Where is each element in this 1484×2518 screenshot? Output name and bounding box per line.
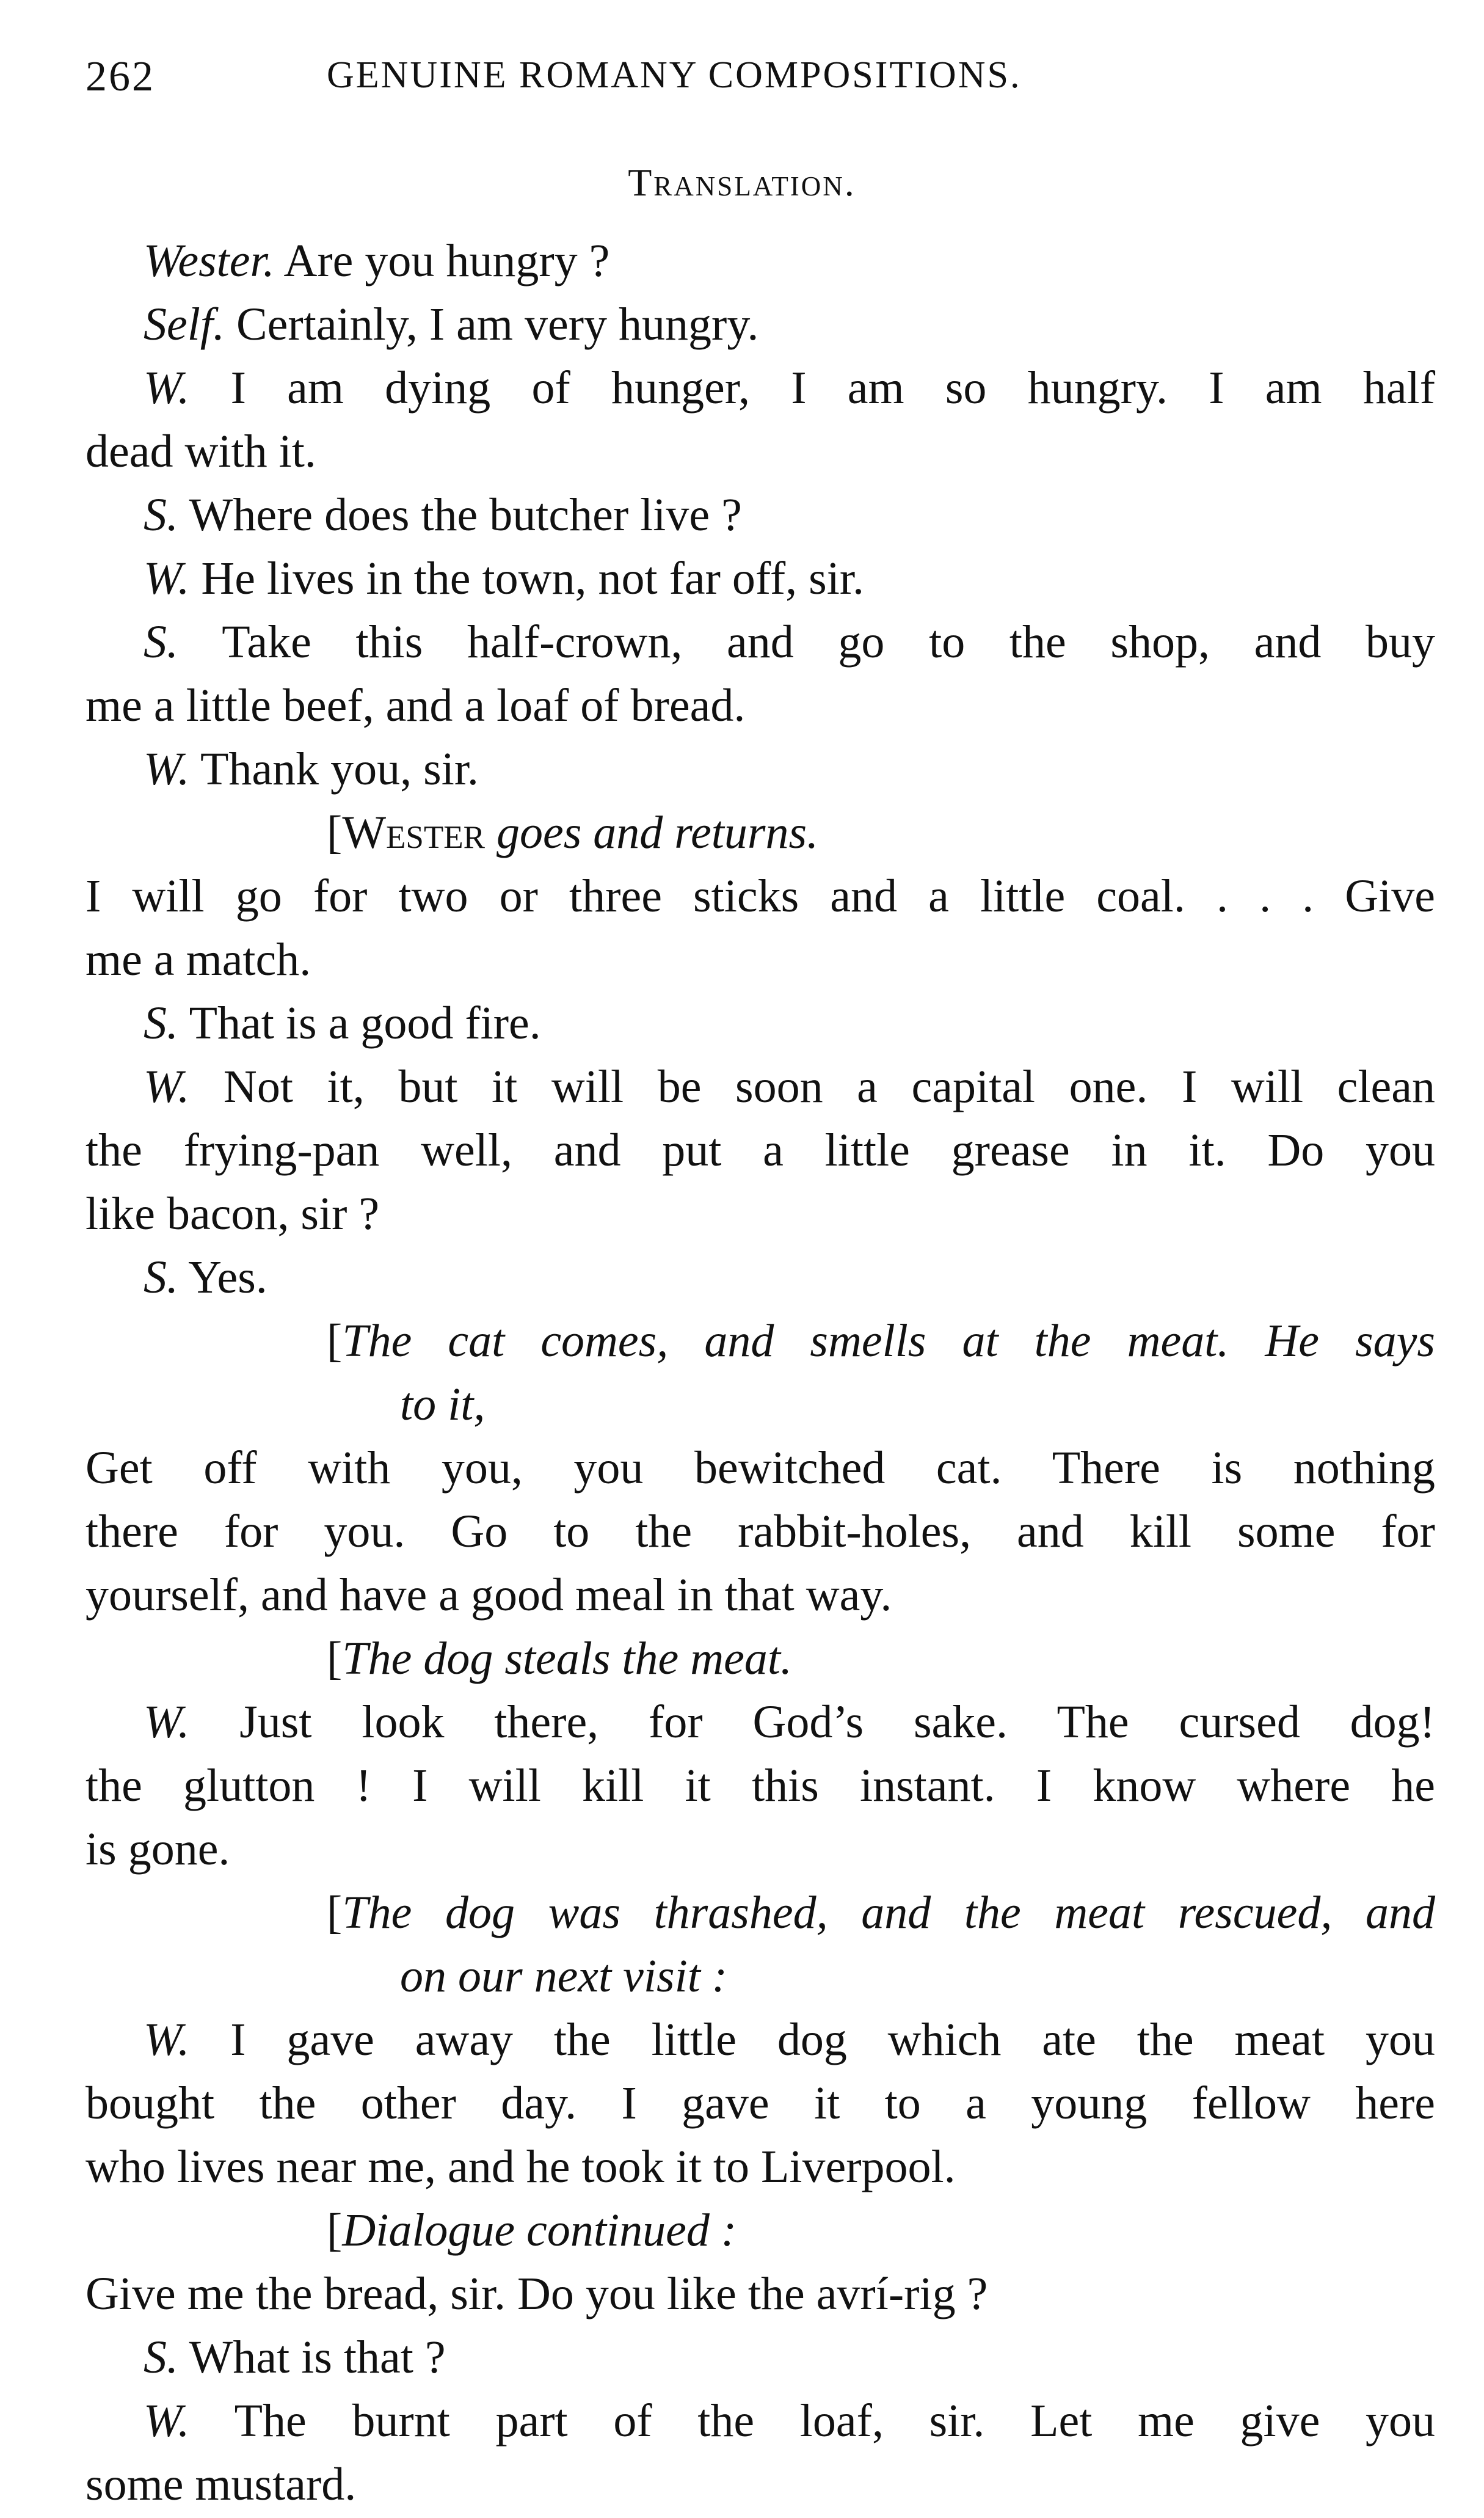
- text-line: [85, 928, 1435, 991]
- dialogue-text: [85, 229, 1435, 2516]
- text-line: [85, 2008, 1435, 2071]
- line-text: Certainly, I am very hungry.: [224, 299, 759, 350]
- speaker-label: W.: [144, 2395, 190, 2447]
- speaker-label: W.: [144, 1696, 190, 1748]
- line-text: like bacon, sir ?: [85, 1188, 380, 1239]
- text-line: [85, 2071, 1435, 2135]
- text-line: [85, 610, 1435, 674]
- line-text: I am dying of hunger, I am so hungry. I am half: [189, 362, 1435, 414]
- text-line: [85, 1246, 1435, 1309]
- line-text: is gone.: [85, 1823, 230, 1875]
- text-line: [85, 356, 1435, 420]
- speaker-label: S.: [144, 616, 178, 668]
- speaker-label: W.: [144, 362, 190, 414]
- section-title: Translation.: [628, 161, 856, 204]
- speaker-label: W.: [144, 743, 190, 795]
- line-text: I gave away the little dog which ate the meat you: [189, 2014, 1435, 2065]
- text-line: [85, 1881, 1435, 1944]
- speaker-label: S.: [144, 998, 178, 1049]
- speaker-label: W.: [144, 553, 190, 604]
- line-text: He lives in the town, not far off, sir.: [189, 553, 864, 604]
- text-line: [85, 1627, 1435, 1690]
- speaker-label: Wester.: [144, 235, 275, 286]
- line-text: Not it, but it will be soon a capital one. I will clean: [189, 1061, 1435, 1112]
- stage-direction: Dialogue continued :: [342, 2205, 737, 2256]
- speaker-label: Self.: [144, 299, 225, 350]
- line-text: Where does the butcher live ?: [178, 489, 742, 541]
- line-text: who lives near me, and he took it to Liverpool.: [85, 2141, 956, 2192]
- text-line: [85, 1309, 1435, 1373]
- text-line: [85, 2326, 1435, 2389]
- line-text: Thank you, sir.: [189, 743, 479, 795]
- text-line: [85, 674, 1435, 737]
- text-line: [85, 991, 1435, 1055]
- text-line: [85, 2262, 1435, 2326]
- text-line: [85, 1182, 1435, 1246]
- text-line: [85, 2135, 1435, 2199]
- text-line: [85, 1119, 1435, 1182]
- speaker-label: S.: [144, 2332, 178, 2383]
- text-line: [85, 483, 1435, 547]
- stage-bracket: [: [327, 2205, 343, 2256]
- text-line: [85, 229, 1435, 293]
- text-line: [85, 1563, 1435, 1627]
- speaker-label: W.: [144, 2014, 190, 2065]
- line-text: bought the other day. I gave it to a young fellow here: [85, 2078, 1435, 2129]
- text-line: [85, 737, 1435, 801]
- text-line: [85, 2453, 1435, 2516]
- stage-bracket: [: [327, 1315, 343, 1367]
- line-text: Are you hungry ?: [274, 235, 610, 286]
- line-text: I will go for two or three sticks and a little coal. . . . Give: [85, 870, 1435, 922]
- speaker-label: S.: [144, 489, 178, 541]
- stage-bracket: [: [327, 1633, 343, 1684]
- line-text: Yes.: [178, 1252, 267, 1303]
- line-text: yourself, and have a good meal in that way.: [85, 1569, 892, 1621]
- line-text: That is a good fire.: [178, 998, 541, 1049]
- text-line: [85, 864, 1435, 928]
- text-line: [85, 1373, 1435, 1436]
- text-line: [85, 1500, 1435, 1563]
- text-line: [85, 293, 1435, 356]
- text-line: [85, 420, 1435, 483]
- line-text: The burnt part of the loaf, sir. Let me give you: [189, 2395, 1435, 2447]
- line-text: Take this half-crown, and go to the shop, and buy: [178, 616, 1435, 668]
- text-line: [85, 1817, 1435, 1881]
- line-text: Give me the bread, sir. Do you like the avrí-rig ?: [85, 2268, 988, 2319]
- line-text: Just look there, for God’s sake. The cursed dog!: [189, 1696, 1435, 1748]
- line-text: me a match.: [85, 934, 311, 985]
- stage-direction: The cat comes, and smells at the meat. He says: [342, 1315, 1435, 1367]
- line-text: the frying-pan well, and put a little grease in it. Do you: [85, 1125, 1435, 1176]
- stage-direction: on our next visit :: [400, 1951, 728, 2002]
- stage-direction: to it,: [400, 1379, 486, 1430]
- text-line: [85, 1436, 1435, 1500]
- speaker-label: S.: [144, 1252, 178, 1303]
- page-number: 262: [85, 53, 155, 100]
- text-line: [85, 1754, 1435, 1817]
- text-line: [85, 547, 1435, 610]
- line-text: the glutton ! I will kill it this instant. I know where he: [85, 1760, 1435, 1811]
- stage-direction: The dog steals the meat.: [342, 1633, 793, 1684]
- stage-bracket: [: [327, 1887, 343, 1938]
- text-line: [85, 2199, 1435, 2262]
- text-line: [85, 1055, 1435, 1119]
- line-text: dead with it.: [85, 426, 316, 477]
- text-line: [85, 1690, 1435, 1754]
- line-text: some mustard.: [85, 2459, 357, 2510]
- character-name: Wester: [342, 807, 485, 858]
- text-line: [85, 2389, 1435, 2453]
- stage-direction: The dog was thrashed, and the meat rescued, and: [342, 1887, 1435, 1938]
- line-text: Get off with you, you bewitched cat. There is nothing: [85, 1442, 1435, 1494]
- stage-bracket: [: [327, 807, 343, 858]
- page-header: [85, 43, 1429, 110]
- line-text: there for you. Go to the rabbit-holes, and kill some for: [85, 1506, 1435, 1557]
- stage-direction: goes and returns.: [485, 807, 819, 858]
- line-text: What is that ?: [178, 2332, 446, 2383]
- text-line: [85, 1944, 1435, 2008]
- speaker-label: W.: [144, 1061, 190, 1112]
- text-line: [85, 801, 1435, 864]
- line-text: me a little beef, and a loaf of bread.: [85, 680, 746, 731]
- running-head: GENUINE ROMANY COMPOSITIONS.: [327, 54, 1022, 96]
